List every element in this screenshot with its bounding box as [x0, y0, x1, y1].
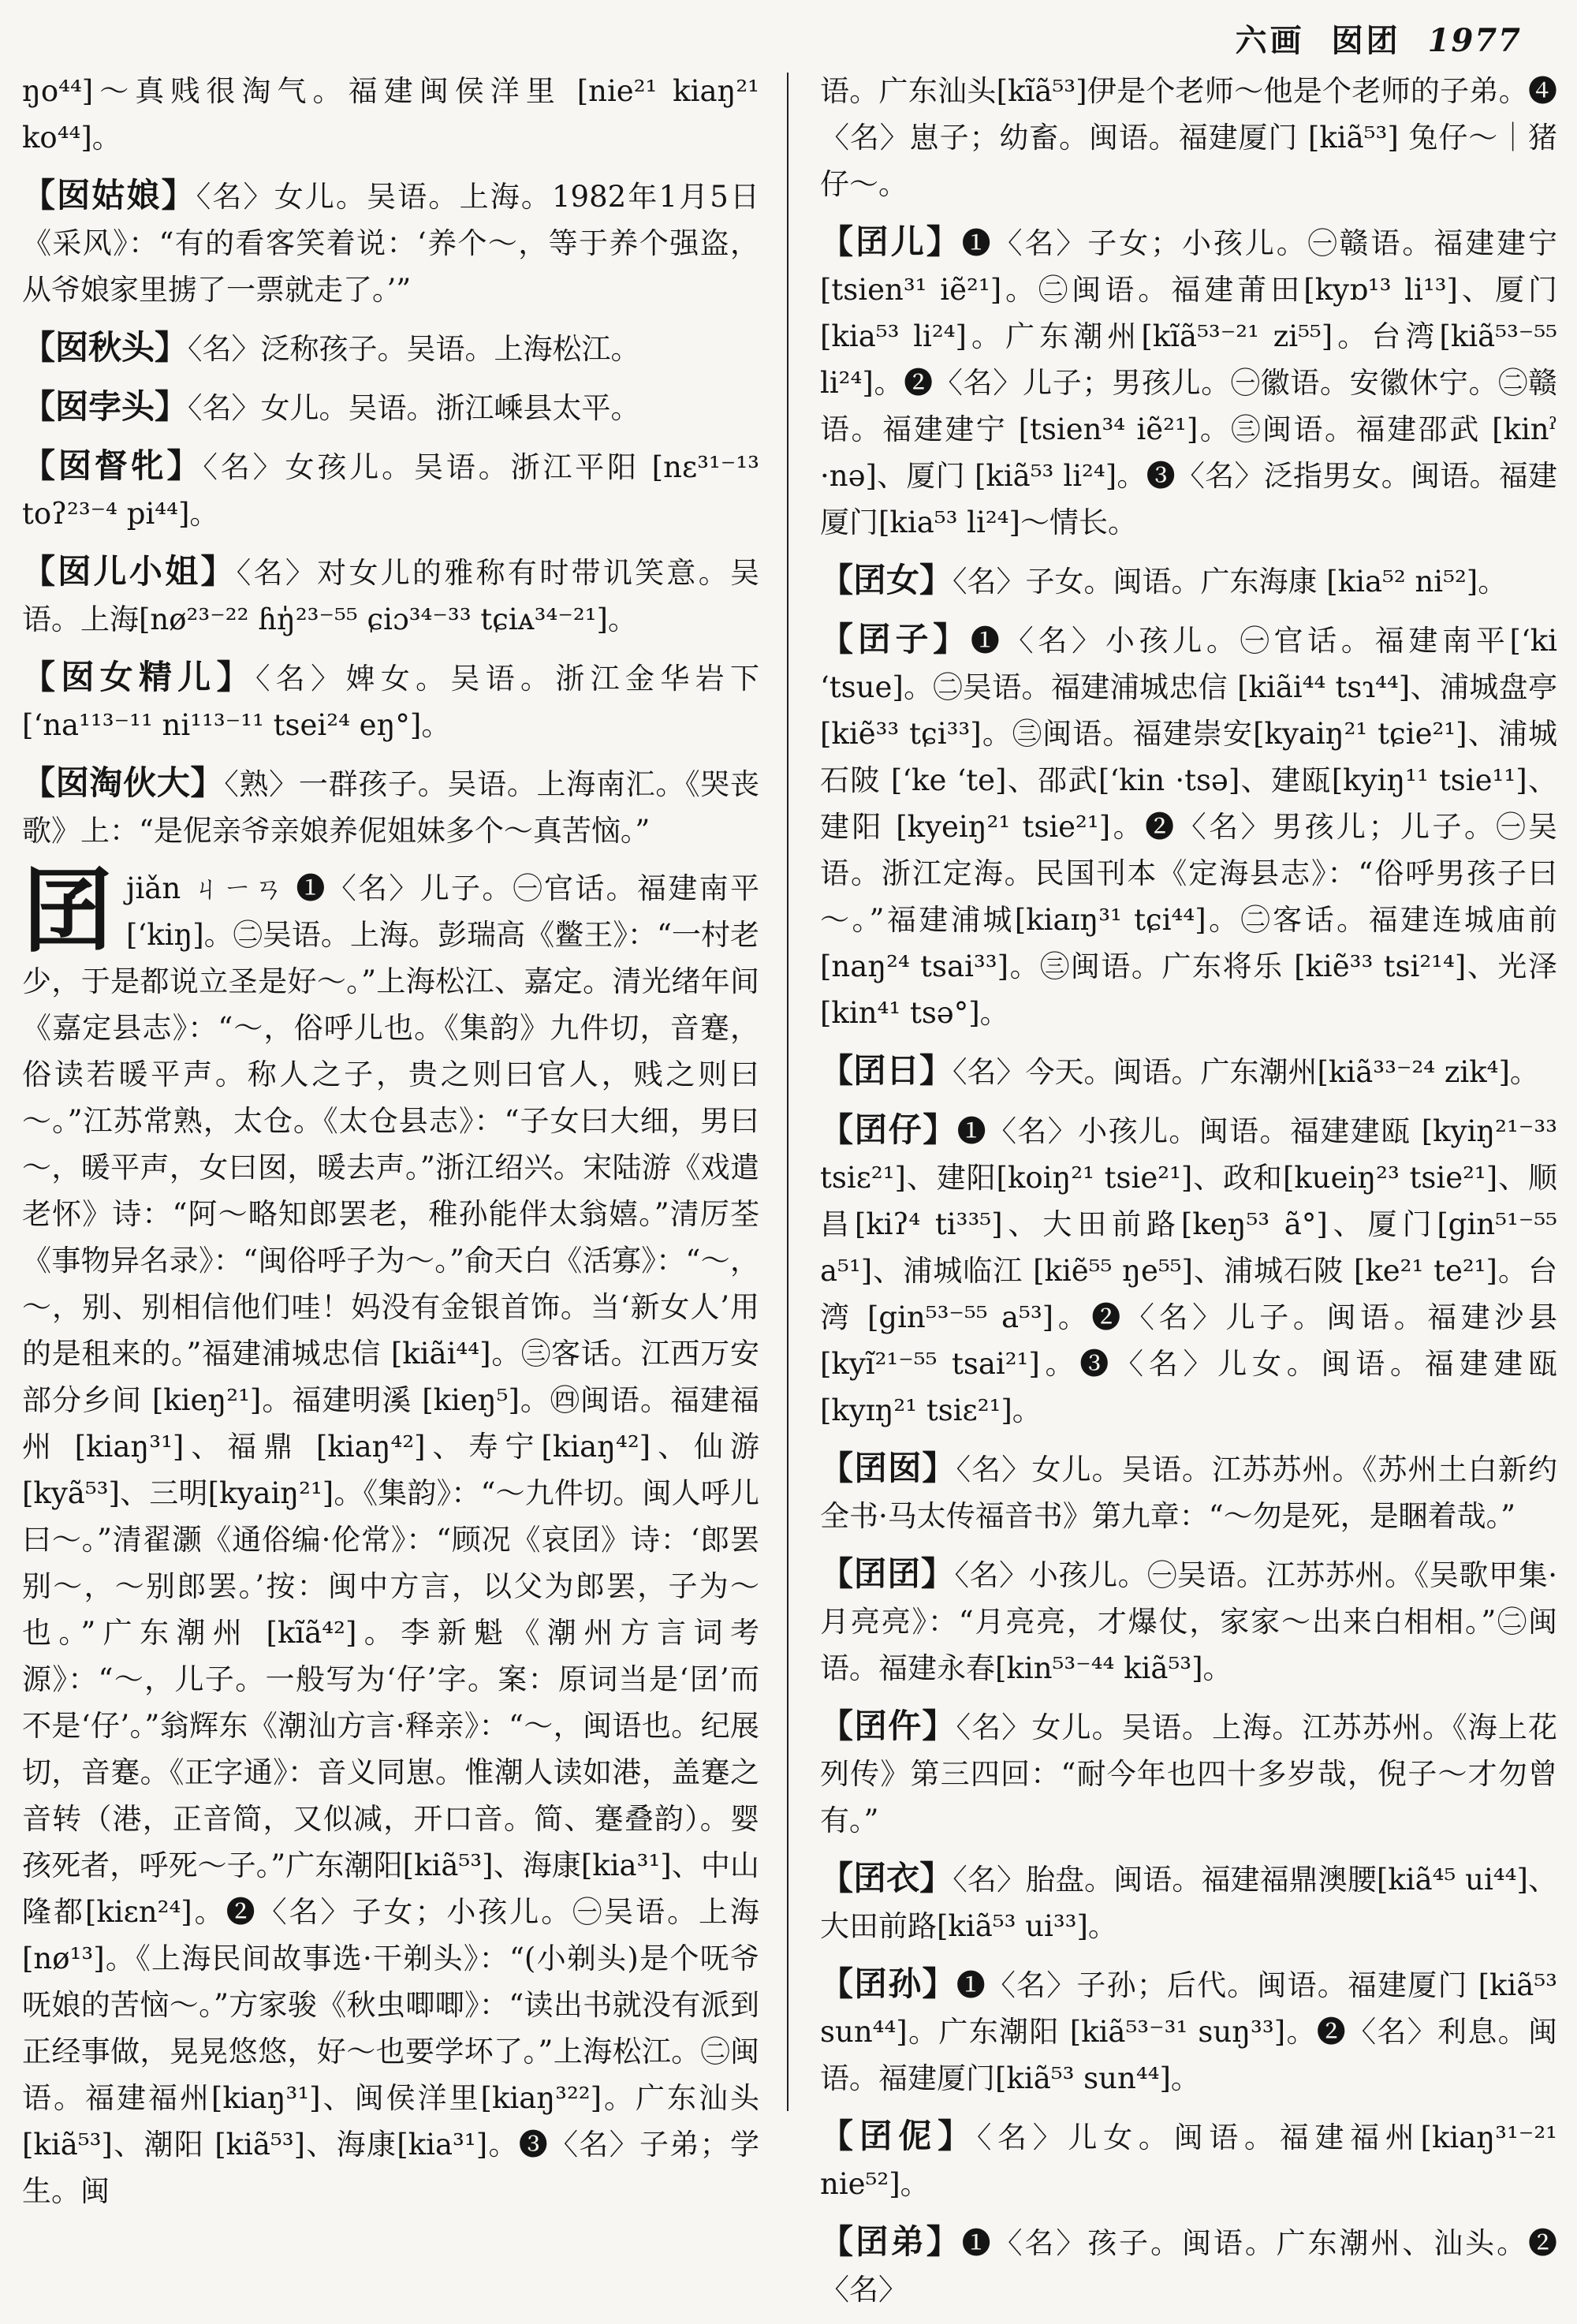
dictionary-entry: [22, 759, 759, 854]
entry-definition: 〈名〉子女。闽语。广东海康 [kia⁵² ni⁵²]。: [953, 565, 1508, 599]
entry-headword: 【囝仔】: [820, 1110, 957, 1149]
entry-definition: ❶〈名〉孩子。闽语。广东潮州、汕头。❷〈名〉: [820, 2226, 1557, 2307]
entry-definition: ❶〈名〉子孙；后代。闽语。福建厦门 [kiã⁵³ sun⁴⁴]。广东潮阳 [kiã⁵³⁻³¹ suŋ³³]。❷〈名〉利息。闽语。福建厦门[kiã⁵³ sun⁴⁴]。: [820, 1968, 1557, 2095]
entry-definition: 〈名〉今天。闽语。广东潮州[kiã³³⁻²⁴ zik⁴]。: [953, 1055, 1539, 1089]
entry-headword: 【囝衣】: [820, 1859, 953, 1897]
entry-definition: 语。广东汕头[kĩã⁵³]伊是个老师～他是个老师的子弟。❹〈名〉崽子；幼畜。闽语。福建厦门 [kiã⁵³] 兔仔～｜猪仔～。: [820, 74, 1557, 201]
page-number: 1977: [1427, 22, 1522, 59]
dictionary-entry: [820, 1550, 1557, 1692]
entry-headword: 【囝仵】: [820, 1707, 956, 1745]
dictionary-entry: [820, 1106, 1557, 1434]
entry-headword: 【囡孛头】: [22, 387, 188, 426]
entry-headword: 【囝子】: [820, 620, 971, 658]
entry-definition: 〈名〉儿女。闽语。福建福州[kiaŋ³¹⁻²¹ nie⁵²]。: [820, 2121, 1557, 2201]
dictionary-entry: [22, 68, 759, 161]
entry-headword: 【囝弟】: [820, 2222, 962, 2261]
entry-headword: 【囝日】: [820, 1051, 953, 1090]
entry-headword: 【囡姑娘】: [22, 176, 196, 214]
dictionary-entry: [22, 172, 759, 313]
entry-headword: 【囝孙】: [820, 1964, 956, 2003]
entry-definition: 〈名〉女儿。吴语。浙江嵊县太平。: [188, 391, 640, 425]
dictionary-entry: [22, 857, 759, 2214]
header-chars: 囡团: [1331, 22, 1401, 59]
entry-headword: 【囡淘伙大】: [22, 763, 225, 802]
dictionary-entry: [820, 2218, 1557, 2313]
entry-headword: 【囡女精儿】: [22, 658, 255, 696]
dictionary-entry: [22, 383, 759, 431]
section-label: 六画: [1235, 22, 1305, 59]
dictionary-entry: [820, 68, 1557, 207]
entry-definition: 〈名〉女儿。吴语。上海。1982年1月5日《采风》：“有的看客笑着说：‘养个～，等于养个强盗，从爷娘家里掳了一票就走了。’”: [22, 180, 759, 307]
left-column: [22, 68, 759, 2225]
entry-definition: ❶〈名〉小孩儿。闽语。福建建瓯 [kyiŋ²¹⁻³³ tsiɛ²¹]、建阳[koiŋ²¹ tsie²¹]、政和[kueiŋ²³ tsie²¹]、顺昌[kiʔ⁴ ti³³⁵]、大田前路[keŋ⁵³ ã°]、厦门[gin⁵¹⁻⁵⁵ a⁵¹]、浦城临江 [kiẽ⁵⁵ ŋe⁵⁵]、浦城石陂 [ke²¹ te²¹]。台湾 [gin⁵³⁻⁵⁵ a⁵³]。❷〈名〉儿子。闽语。福建沙县 [kyĩ²¹⁻⁵⁵ tsai²¹]。❸〈名〉儿女。闽语。福建建瓯[kyɪŋ²¹ tsiɛ²¹]。: [820, 1114, 1557, 1427]
entry-headword: 【囡儿小姐】: [22, 552, 237, 591]
entry-headword: 【囝囡】: [820, 1449, 956, 1487]
entry-character: 囝: [22, 857, 114, 964]
entry-definition: ❶〈名〉子女；小孩儿。㊀赣语。福建建宁[tsien³¹ iẽ²¹]。㊁闽语。福建莆田[kyɒ¹³ li¹³]、厦门 [kia⁵³ li²⁴]。广东潮州[kĩã⁵³⁻²¹ zi⁵⁵]。台湾[kiã⁵³⁻⁵⁵ li²⁴]。❷〈名〉儿子；男孩儿。㊀徽语。安徽休宁。㊁赣语。福建建宁 [tsien³⁴ iẽ²¹]。㊂闽语。福建邵武 [kinˀ ·nə]、厦门 [kiã⁵³ li²⁴]。❸〈名〉泛指男女。闽语。福建厦门[kia⁵³ li²⁴]～情长。: [820, 226, 1557, 539]
entry-headword: 【囡秋头】: [22, 328, 188, 367]
entry-definition: 〈名〉小孩儿。㊀吴语。江苏苏州。《吴歌甲集·月亮亮》：“月亮亮，才爆仗，家家～出来白相相。”㊁闽语。福建永春[kin⁵³⁻⁴⁴ kiã⁵³]。: [820, 1558, 1557, 1685]
dictionary-entry: [820, 1703, 1557, 1844]
dictionary-entry: [820, 1960, 1557, 2102]
entry-definition: 〈名〉婢女。吴语。浙江金华岩下[ʻna¹¹³⁻¹¹ ni¹¹³⁻¹¹ tsei²⁴ eŋ°]。: [22, 662, 759, 742]
dictionary-entry: [820, 557, 1557, 605]
dictionary-entry: [22, 442, 759, 537]
entry-definition: 〈名〉泛称孩子。吴语。上海松江。: [188, 332, 640, 366]
entry-headword: 【囝儿】: [820, 222, 962, 261]
dictionary-entry: [820, 1855, 1557, 1949]
dictionary-entry: [820, 1445, 1557, 1539]
dictionary-entry: [22, 324, 759, 372]
entry-definition: 〈熟〉一群孩子。吴语。上海南汇。《哭丧歌》上：“是伲亲爷亲娘养伲姐妹多个～真苦恼。”: [22, 767, 759, 848]
dictionary-entry: [820, 1047, 1557, 1095]
entry-definition: ❶〈名〉小孩儿。㊀官话。福建南平[ʻki ʻtsue]。㊁吴语。福建浦城忠信 [kiãi⁴⁴ tsɿ⁴⁴]、浦城盘亭[kiẽ³³ tɕi³³]。㊂闽语。福建崇安[kyaiŋ²¹ tɕie²¹]、浦城石陂 [ʻke ʻte]、邵武[ʻkin ·tsə]、建瓯[kyiŋ¹¹ tsie¹¹]、建阳 [kyeiŋ²¹ tsie²¹]。❷〈名〉男孩儿；儿子。㊀吴语。浙江定海。民国刊本《定海县志》：“俗呼男孩子曰～。”福建浦城[kiaɪŋ³¹ tɕi⁴⁴]。㊁客话。福建连城庙前[naŋ²⁴ tsai³³]。㊂闽语。广东将乐 [kiẽ³³ tsi²¹⁴]、光泽[kin⁴¹ tsə°]。: [820, 624, 1557, 1030]
dictionary-entry: [820, 2113, 1557, 2207]
entry-definition: 〈名〉对女儿的雅称有时带讥笑意。吴语。上海[nø²³⁻²² ɦŋ̍²³⁻⁵⁵ ɕiɔ³⁴⁻³³ tɕiᴀ³⁴⁻²¹]。: [22, 556, 759, 636]
entry-definition: 〈名〉女儿。吴语。上海。江苏苏州。《海上花列传》第三四回：“耐今年也四十多岁哉，倪子～才勿曾有。”: [820, 1710, 1557, 1837]
entry-definition: 〈名〉胎盘。闽语。福建福鼎澳腰[kiã⁴⁵ ui⁴⁴]、大田前路[kiã⁵³ ui³³]。: [820, 1863, 1557, 1943]
dictionary-entry: [22, 548, 759, 643]
column-divider: [787, 73, 788, 2111]
entry-definition: ŋo⁴⁴]～真贱很淘气。福建闽侯洋里 [nie²¹ kiaŋ²¹ ko⁴⁴]。: [22, 74, 759, 155]
dictionary-entry: [22, 654, 759, 748]
entry-headword: 【囡督牝】: [22, 446, 203, 485]
dictionary-entry: [820, 616, 1557, 1036]
entry-definition: 〈名〉女儿。吴语。江苏苏州。《苏州土白新约全书·马太传福音书》第九章：“～勿是死，是睏着哉。”: [820, 1453, 1557, 1533]
entry-headword: 【囝囝】: [820, 1554, 955, 1593]
page-header: [1236, 16, 1522, 61]
entry-definition: 〈名〉女孩儿。吴语。浙江平阳 [nɛ³¹⁻¹³ toʔ²³⁻⁴ pi⁴⁴]。: [22, 450, 759, 531]
entry-definition: jiǎn ㄐㄧㄢ ❶〈名〉儿子。㊀官话。福建南平[ʻkiŋ]。㊁吴语。上海。彭瑞高《鳖王》：“一村老少，于是都说立圣是好～。”上海松江、嘉定。清光绪年间《嘉定县志》：“～，俗呼儿也。《集韵》九件切，音蹇，俗读若暖平声。称人之子，贵之则曰官人，贱之则曰～。”江苏常熟，太仓。《太仓县志》：“子女曰大细，男曰～，暖平声，女曰囡，暖去声。”浙江绍兴。宋陆游《戏遣老怀》诗：“阿～略知郎罢老，稚孙能伴太翁嬉。”清厉荃《事物异名录》：“闽俗呼子为～。”俞天白《活寡》：“～，～，别、别相信他们哇！妈没有金银首饰。当‘新女人’用的是租来的。”福建浦城忠信 [kiãi⁴⁴]。㊂客话。江西万安部分乡间 [kieŋ²¹]。福建明溪 [kieŋ⁵]。㊃闽语。福建福州 [kiaŋ³¹]、福鼎 [kiaŋ⁴²]、寿宁[kiaŋ⁴²]、仙游[kyã⁵³]、三明[kyaiŋ²¹]。《集韵》：“～九件切。闽人呼儿曰～。”清翟灏《通俗编·伦常》：“顾况《哀囝》诗：‘郎罢别～，～别郎罢。’按：闽中方言，以父为郎罢，子为～也。”广东潮州 [kĩã⁴²]。李新魁《潮州方言词考源》：“～，儿子。一般写为‘仔’字。案：原词当是‘囝’而不是‘仔’。”翁辉东《潮汕方言·释亲》：“～，闽语也。纪展切，音蹇。《正字通》：音义同崽。惟潮人读如港，盖蹇之音转（港，正音简，又似减，开口音。简、蹇叠韵）。婴孩死者，呼死～子。”广东潮阳[kiã⁵³]、海康[kia³¹]、中山隆都[kiɛn²⁴]。❷〈名〉子女；小孩儿。㊀吴语。上海[nø¹³]。《上海民间故事选·干剃头》：“(小剃头)是个呒爷呒娘的苦恼～。”方家骏《秋虫唧唧》：“读出书就没有派到正经事做，晃晃悠悠，好～也要学坏了。”上海松江。㊁闽语。福建福州[kiaŋ³¹]、闽侯洋里[kiaŋ³²²]。广东汕头 [kiã⁵³]、潮阳 [kiã⁵³]、海康[kia³¹]。❸〈名〉子弟；学生。闽: [22, 871, 759, 2208]
right-column: [820, 68, 1557, 2324]
entry-headword: 【囝伲】: [820, 2117, 977, 2155]
entry-headword: 【囝女】: [820, 561, 953, 599]
dictionary-entry: [820, 218, 1557, 546]
